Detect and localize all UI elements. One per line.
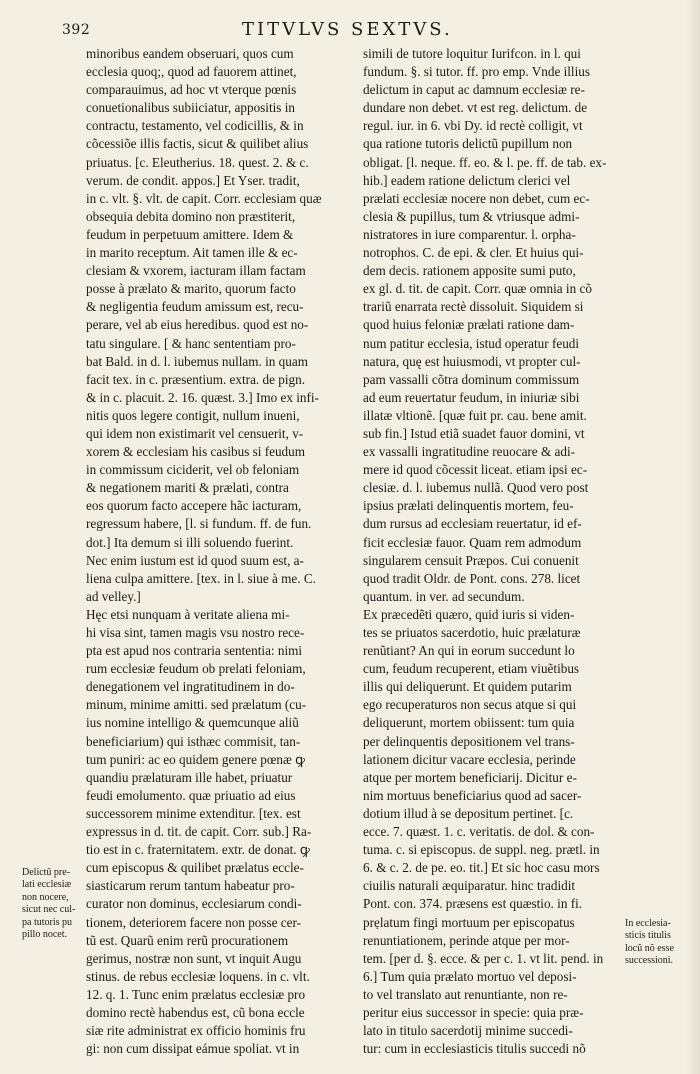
- text-line: minum, minime amitti. sed prælatum (cu-: [86, 697, 307, 713]
- text-line: 6.] Tum quia prælato mortuo vel deposi-: [363, 968, 577, 984]
- text-line: Ex præcedẽti quæro, quid iuris si viden-: [363, 606, 575, 622]
- text-line: prẹlatum fingi mortuum per episcopatus: [363, 914, 575, 930]
- text-line: & negationem mariti & prælati, contra: [86, 480, 289, 496]
- text-line: dem decis. rationem apposite sumi puto,: [363, 263, 576, 279]
- text-line: pam vassalli cõtra dominum commissum: [363, 371, 580, 387]
- text-line: sub fin.] Istud etiã suadet fauor domini, vt: [363, 425, 585, 441]
- text-line: stinus. de rebus ecclesiæ loquens. in c. vlt.: [86, 968, 310, 984]
- text-line: priuatus. [c. Eleutherius. 18. quest. 2. & c.: [86, 154, 309, 170]
- text-line: tur: cum in ecclesiasticis titulis succedi nõ: [363, 1041, 586, 1057]
- text-line: verum. de condit. appos.] Et Yser. tradit,: [86, 172, 300, 188]
- text-line: & in c. placuit. 2. 16. quæst. 3.] Imo ex infi-: [86, 389, 319, 405]
- text-line: contractu, testamento, vel codicillis, & in: [86, 118, 304, 134]
- text-line: notrophos. C. de epi. & cler. Et huius qui-: [363, 245, 584, 261]
- margin-note-line: non nocere,: [22, 891, 69, 903]
- text-line: illatæ vltionẽ. [quæ fuit pr. cau. bene amit.: [363, 407, 587, 423]
- text-line: xorem & ecclesiam his casibus si feudum: [86, 444, 306, 460]
- text-line: dot.] Ita demum si illi soluendo fuerint.: [86, 534, 294, 550]
- text-line: in commissum ciciderit, vel ob feloniam: [86, 462, 300, 478]
- text-line: quod huius feloniæ prælati ratione dam-: [363, 317, 575, 333]
- text-line: eos quorum facto accepere hãc iacturam,: [86, 498, 302, 514]
- page-header: [60, 18, 620, 42]
- text-line: ad velley.]: [86, 588, 141, 604]
- margin-note-line: pillo nocet.: [22, 929, 67, 941]
- text-line: curator non dominus, ecclesiarum condi-: [86, 896, 302, 912]
- text-line: liena culpa amittere. [tex. in l. siue à me. C.: [86, 570, 316, 586]
- margin-note-line: sicut nec cul-: [22, 904, 76, 916]
- margin-note-left: [22, 867, 82, 941]
- text-line: gi: non cum dissipat eámue spoliat. vt in: [86, 1041, 300, 1057]
- margin-note-line: Delictũ pre-: [22, 867, 71, 878]
- text-line: singularem censuit Præpos. Cui conuenit: [363, 552, 579, 568]
- text-line: domino rectè habendus est, cũ bona eccle: [86, 1004, 305, 1020]
- text-line: posse à prælato & marito, quorum facto: [86, 281, 296, 297]
- running-title: TITVLVS SEXTVS.: [242, 19, 453, 40]
- text-line: ecce. 7. quæst. 1. c. veritatis. de dol. & con-: [363, 824, 595, 840]
- page-edge-shadow: [686, 0, 700, 1074]
- text-line: qua ratione tutoris delictũ pupillum non: [363, 136, 573, 152]
- text-line: quandiu prælaturam ille habet, priuatur: [86, 769, 293, 785]
- text-line: dotium illud à se depositum pertinet. [c.: [363, 805, 574, 821]
- text-line: nim mortuus beneficiarius quod ad sacer-: [363, 787, 582, 803]
- margin-note-line: successioni.: [625, 955, 674, 967]
- text-line: tuma. c. si episcopus. de suppl. neg. prætl. in: [363, 842, 600, 858]
- text-line: prælati ecclesiæ nocere non debet, cum ec-: [363, 190, 590, 206]
- text-line: cum episcopus & quilibet prælatus eccle-: [86, 860, 304, 876]
- text-line: expressus in d. tit. de capit. Corr. sub.] Ra-: [86, 824, 312, 840]
- text-line: mere id quod cõcessit liceat. etiam ipsi ec-: [363, 462, 588, 478]
- text-line: per delinquentis depositionem vel trans-: [363, 733, 575, 749]
- text-line: tatu singulare. [ & hanc sententiam pro-: [86, 335, 296, 351]
- text-line: tionem, deteriorem facere non posse cer-: [86, 914, 302, 930]
- text-line: conuetionalibus subiiciatur, appositis in: [86, 100, 295, 116]
- text-line: ex vassalli ingratitudine reuocare & adi-: [363, 444, 576, 460]
- text-line: tũ est. Quarũ enim rerũ procurationem: [86, 932, 289, 948]
- text-line: renũtiant? An qui in eorum succedunt lo: [363, 643, 575, 659]
- text-line: cum, feudum recuperent, etiam viuẽtibus: [363, 661, 580, 677]
- text-line: perare, vel ab eius heredibus. quod est no-: [86, 317, 309, 333]
- text-line: illis qui deliquerunt. Et quidem putarim: [363, 679, 572, 695]
- text-line: successorem minime extenditur. [tex. est: [86, 805, 301, 821]
- text-line: obligat. [l. neque. ff. eo. & l. pe. ff. de tab. ex-: [363, 154, 607, 170]
- text-line: denegationem vel ingratitudinem in do-: [86, 679, 295, 695]
- margin-note-line: pa tutoris pu: [22, 916, 72, 928]
- text-line: hib.] eadem ratione delictum clerici vel: [363, 172, 571, 188]
- text-line: pta est apud nos contraria sententia: nimi: [86, 643, 303, 659]
- text-line: obsequia debita domino non præstiterit,: [86, 208, 296, 224]
- margin-note-line: sticis titulis: [625, 930, 671, 942]
- text-line: simili de tutore loquitur Iurifcon. in l. qui: [363, 46, 581, 61]
- margin-note-line: lati ecclesiæ: [22, 879, 72, 891]
- margin-note-line: locũ nõ esse: [625, 942, 674, 954]
- text-line: rum ecclesiæ feudum ob prelati feloniam,: [86, 661, 306, 677]
- text-line: siæ rite administrat ex officio hominis fru: [86, 1023, 306, 1039]
- text-line: ius nomine intelligo & quemcunque aliũ: [86, 715, 299, 731]
- text-line: & negligentia feudum amissum est, recu-: [86, 299, 304, 315]
- text-line: facit tex. in c. præsentium. extra. de pign.: [86, 371, 305, 387]
- text-line: quantum. in ver. ad secundum.: [363, 588, 525, 604]
- text-line: atque per mortem beneficiarij. Dicitur e-: [363, 769, 577, 785]
- margin-note-right: [625, 918, 695, 968]
- text-line: lationem dicitur vacare ecclesia, perinde: [363, 751, 576, 767]
- text-line: nitis quos legere contigit, nullum inueni,: [86, 407, 300, 423]
- right-text-column: [363, 45, 621, 1058]
- text-line: feudi emolumento. quæ priuatio ad eius: [86, 787, 296, 803]
- text-line: tio est in c. fraternitatem. extr. de donat. ꝙ: [86, 842, 310, 858]
- text-line: ficit ecclesiæ fauor. Quam rem admodum: [363, 534, 582, 550]
- text-line: cõcessiõe illis factis, sicut & quilibet alius: [86, 136, 309, 152]
- text-line: hi visa sint, tamen magis vsu nostro rece-: [86, 625, 305, 640]
- text-line: tum puniri: ac eo quidem genere pœnæ ꝙ: [86, 751, 306, 767]
- text-line: qui idem non existimarit vel censuerit, v-: [86, 425, 304, 441]
- left-text-column: [86, 45, 356, 1058]
- text-line: tes se priuatos sacerdotio, huic prælaturæ: [363, 625, 581, 640]
- text-line: ex gl. d. tit. de capit. Corr. quæ omnia in cõ: [363, 281, 592, 297]
- text-line: ciuilis naturali æquiparatur. hinc tradidit: [363, 878, 576, 894]
- text-line: regul. iur. in 6. vbi Dy. id rectè colligit, vt: [363, 118, 583, 134]
- text-line: ego recuperaturos non secus atque si qui: [363, 697, 577, 713]
- text-line: peritur eius successor in specie: quia præ-: [363, 1004, 584, 1020]
- text-line: lato in titulo sacerdotij minime succedi-: [363, 1023, 573, 1039]
- text-line: Nec enim iustum est id quod suum est, a-: [86, 552, 304, 568]
- text-line: 6. & c. 2. de pe. eo. tit.] Et sic hoc casu mors: [363, 860, 600, 876]
- text-line: delictum in caput ac damnum ecclesiæ re-: [363, 82, 585, 98]
- text-line: nistratores in iure comparentur. l. orpha-: [363, 226, 576, 242]
- text-line: renuntiationem, perinde atque per mor-: [363, 932, 570, 948]
- text-line: clesia & pupillus, tum & vtriusque admi-: [363, 208, 580, 224]
- text-line: beneficiarium) qui isthæc commisit, tan-: [86, 733, 301, 749]
- text-line: minoribus eandem obseruari, quos cum: [86, 46, 294, 61]
- text-line: Hęc etsi nunquam à veritate aliena mi-: [86, 606, 290, 622]
- text-line: feudum in perpetuum amittere. Idem &: [86, 226, 294, 242]
- text-line: tem. [per d. §. ecce. & per c. 1. vt lit. pend. in: [363, 950, 604, 966]
- text-line: num patitur ecclesia, istud operatur feudi: [363, 335, 580, 351]
- text-line: trariũ enarrata rectè dissoluit. Siquidem si: [363, 299, 584, 315]
- text-line: ad eum reuertatur feudum, in iniuriæ sibi: [363, 389, 580, 405]
- text-line: ecclesia quoq;, quod ad fauorem attinet,: [86, 64, 297, 80]
- text-line: dum rursus ad ecclesiam reuertatur, id ef-: [363, 516, 582, 532]
- text-line: Pont. con. 374. præsens est quæstio. in fi.: [363, 896, 583, 912]
- text-line: quod tradit Oldr. de Pont. cons. 278. licet: [363, 570, 581, 586]
- text-line: to vel translato aut renuntiante, non re-: [363, 986, 568, 1002]
- text-line: regressum habere, [l. si fundum. ff. de fun.: [86, 516, 312, 532]
- text-line: ipsius prælati delinquentis mortem, feu-: [363, 498, 574, 514]
- text-line: gerimus, nostræ non sunt, vt inquit Augu: [86, 950, 302, 966]
- text-line: dundare non debet. vt est reg. delictum. de: [363, 100, 588, 116]
- text-line: clesiæ. d. l. iubemus nullã. Quod vero post: [363, 480, 589, 496]
- text-line: comparauimus, ad hoc vt vterque pœnis: [86, 82, 297, 98]
- text-line: deliquerunt, mortem obiissent: tum quia: [363, 715, 575, 731]
- text-line: in c. vlt. §. vlt. de capit. Corr. ecclesiam quæ: [86, 190, 322, 206]
- text-line: fundum. §. si tutor. ff. pro emp. Vnde illius: [363, 64, 590, 80]
- margin-note-line: In ecclesia-: [625, 918, 671, 929]
- page-number: 392: [62, 22, 91, 38]
- text-line: in marito receptum. Ait tamen ille & ec-: [86, 245, 298, 261]
- text-line: siasticarum rerum tantum habeatur pro-: [86, 878, 295, 894]
- text-line: natura, quę est huiusmodi, vt propter cul-: [363, 353, 581, 369]
- text-line: clesiam & vxorem, iacturam illam factam: [86, 263, 306, 279]
- text-line: 12. q. 1. Tunc enim prælatus ecclesiæ pro: [86, 986, 306, 1002]
- text-line: bat Bald. in d. l. iubemus nullam. in quam: [86, 353, 308, 369]
